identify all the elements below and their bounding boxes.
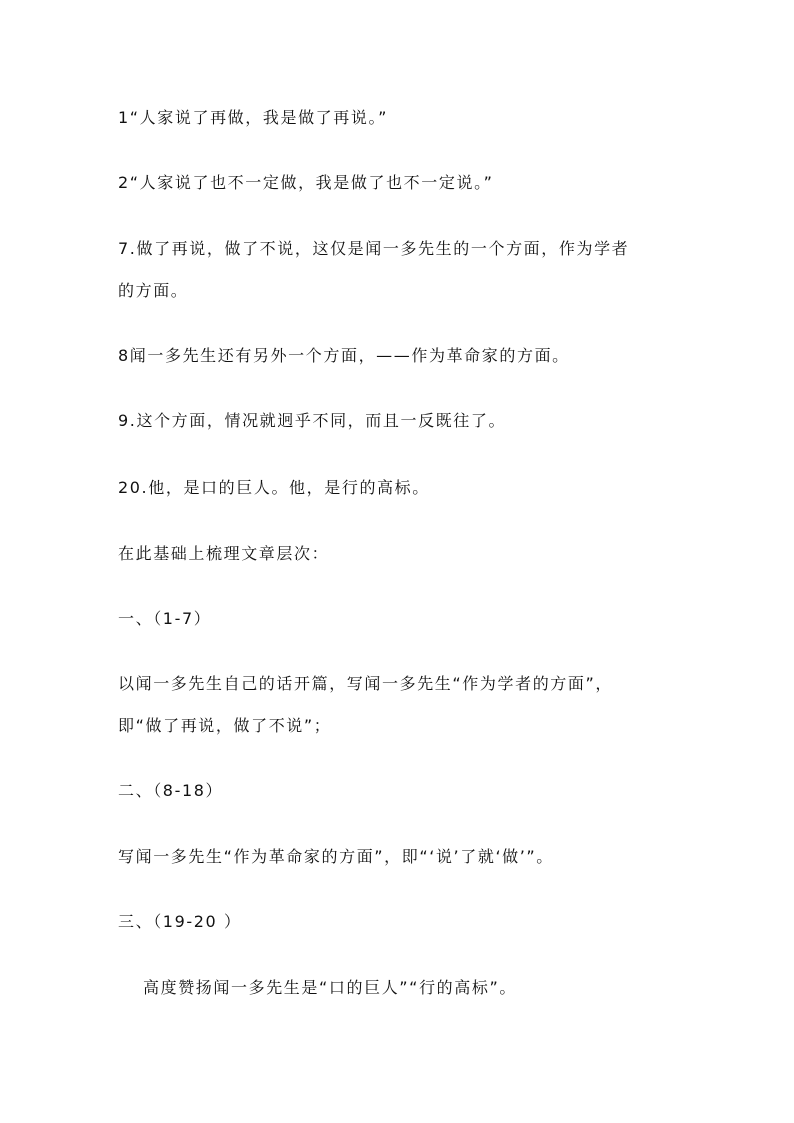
section-3-heading: 三、（19-20 ） xyxy=(118,912,242,931)
paragraph-8: 8闻一多先生还有另外一个方面，——作为革命家的方面。 xyxy=(118,346,570,365)
section-3-text: 高度赞扬闻一多先生是“口的巨人”“行的高标”。 xyxy=(143,978,517,997)
paragraph-quote-1: 1“人家说了再做，我是做了再说。” xyxy=(118,108,388,127)
section-1-heading: 一、（1-7） xyxy=(118,609,212,628)
paragraph-9: 9.这个方面，情况就迥乎不同，而且一反既往了。 xyxy=(118,411,507,430)
section-1-text-line-1: 以闻一多先生自己的话开篇，写闻一多先生“作为学者的方面”， xyxy=(118,674,613,693)
paragraph-7-line-2: 的方面。 xyxy=(118,281,189,300)
section-2-text: 写闻一多先生“作为革命家的方面”，即“‘说’了就‘做’”。 xyxy=(118,847,554,866)
paragraph-quote-2: 2“人家说了也不一定做，我是做了也不一定说。” xyxy=(118,173,494,192)
section-2-heading: 二、（8-18） xyxy=(118,781,224,800)
paragraph-20: 20.他，是口的巨人。他，是行的高标。 xyxy=(118,478,430,497)
section-1-text-line-2: 即“做了再说，做了不说”； xyxy=(118,716,332,735)
paragraph-7-line-1: 7.做了再说，做了不说，这仅是闻一多先生的一个方面，作为学者 xyxy=(118,239,630,258)
section-intro: 在此基础上梳理文章层次： xyxy=(118,544,330,563)
